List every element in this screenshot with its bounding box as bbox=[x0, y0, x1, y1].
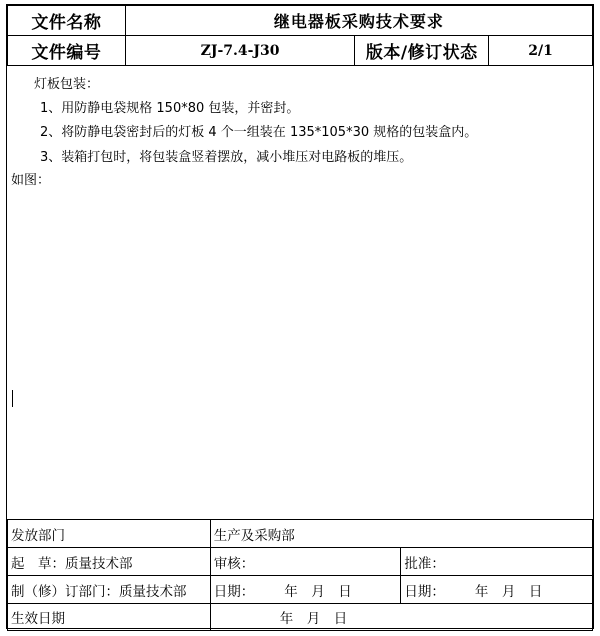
footer-table bbox=[7, 519, 593, 631]
header-table bbox=[7, 5, 593, 66]
review-date-value: 年 月 日 bbox=[284, 583, 352, 600]
list-item: 3、装箱打包时，将包装盒竖着摆放，减小堆压对电路板的堆压。 bbox=[40, 150, 413, 165]
version-label: 版本/修订状态 bbox=[355, 36, 489, 66]
approve-date-value: 年 月 日 bbox=[474, 583, 543, 600]
revise-cell bbox=[8, 576, 211, 604]
document-page bbox=[6, 4, 594, 629]
issue-dept-label: 发放部门 bbox=[8, 520, 211, 548]
effective-cell bbox=[210, 604, 592, 631]
approve-date-label: 日期： bbox=[404, 583, 445, 600]
file-number-value: ZJ-7.4-J30 bbox=[125, 36, 355, 66]
approve-label: 批准： bbox=[404, 555, 445, 572]
draft-value: 质量技术部 bbox=[65, 555, 133, 572]
list-item: 1、用防静电袋规格 150*80 包装，并密封。 bbox=[40, 101, 300, 116]
review-label: 审核： bbox=[213, 555, 255, 572]
content-body[interactable] bbox=[7, 67, 593, 519]
review-cell bbox=[210, 548, 401, 576]
text-cursor bbox=[12, 390, 13, 407]
review-date-label: 日期： bbox=[213, 583, 255, 600]
revise-label: 制（修）订部门： bbox=[11, 583, 119, 600]
review-date-cell bbox=[210, 576, 401, 604]
draft-cell bbox=[8, 548, 211, 576]
section-title: 灯板包装： bbox=[34, 77, 100, 92]
list-item: 2、将防静电袋密封后的灯板 4 个一组装在 135*105*30 规格的包装盒内。 bbox=[40, 125, 478, 140]
approve-cell bbox=[401, 548, 593, 576]
file-number-label: 文件编号 bbox=[8, 36, 126, 66]
issue-dept-value: 生产及采购部 bbox=[210, 520, 592, 548]
revise-value: 质量技术部 bbox=[119, 583, 187, 600]
version-value: 2/1 bbox=[489, 36, 593, 66]
file-name-label: 文件名称 bbox=[8, 6, 126, 36]
draft-label: 起 草： bbox=[11, 555, 65, 572]
effective-label: 生效日期 bbox=[8, 604, 211, 631]
figure-label: 如图： bbox=[11, 173, 51, 188]
file-name-value: 继电器板采购技术要求 bbox=[125, 6, 592, 36]
approve-date-cell bbox=[401, 576, 593, 604]
effective-value: 年 月 日 bbox=[279, 611, 348, 627]
